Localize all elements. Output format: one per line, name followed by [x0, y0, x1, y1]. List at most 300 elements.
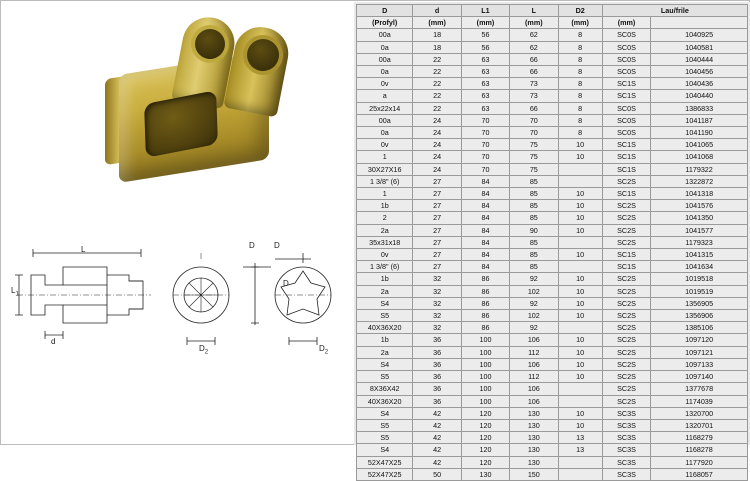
table-cell: SC2S: [602, 322, 650, 334]
table-cell: 8: [558, 90, 602, 102]
table-cell: SC2S: [602, 371, 650, 383]
table-cell: SC1S: [602, 139, 650, 151]
table-cell: 40X36X20: [357, 322, 413, 334]
table-cell: SC2S: [602, 395, 650, 407]
table-cell: 27: [413, 188, 461, 200]
table-cell: 70: [461, 127, 509, 139]
table-cell: 66: [510, 66, 558, 78]
table-row: [357, 236, 748, 248]
table-cell: 112: [510, 346, 558, 358]
table-cell: SC2S: [602, 236, 650, 248]
subheader-cell: (Profyl): [357, 17, 413, 29]
table-cell: 130: [510, 419, 558, 431]
table-cell: 86: [461, 310, 509, 322]
table-cell: 10: [558, 310, 602, 322]
table-row: [357, 127, 748, 139]
table-cell: 22: [413, 53, 461, 65]
table-row: [357, 395, 748, 407]
table-cell: 27: [413, 224, 461, 236]
table-cell: 32: [413, 273, 461, 285]
label-d: d: [51, 337, 56, 346]
table-cell: 120: [461, 419, 509, 431]
table-cell: 24: [413, 127, 461, 139]
table-cell: 52X47X25: [357, 456, 413, 468]
subheader-cell: (mm): [510, 17, 558, 29]
table-cell: 63: [461, 90, 509, 102]
table-cell: 1040456: [651, 66, 748, 78]
table-cell: 1356906: [651, 310, 748, 322]
table-cell: 10: [558, 358, 602, 370]
table-cell: SC0S: [602, 127, 650, 139]
table-cell: S4: [357, 297, 413, 309]
table-row: [357, 261, 748, 273]
table-cell: SC2S: [602, 212, 650, 224]
table-cell: 10: [558, 212, 602, 224]
table-cell: 27: [413, 200, 461, 212]
illustration-panel: [1, 1, 353, 444]
table-cell: SC0S: [602, 102, 650, 114]
table-row: [357, 371, 748, 383]
table-row: [357, 346, 748, 358]
table-cell: SC0S: [602, 41, 650, 53]
table-cell: 8: [558, 102, 602, 114]
table-cell: SC2S: [602, 346, 650, 358]
table-cell: 36: [413, 383, 461, 395]
table-cell: SC1S: [602, 188, 650, 200]
table-cell: 85: [510, 188, 558, 200]
table-cell: 8: [558, 41, 602, 53]
table-cell: 22: [413, 78, 461, 90]
table-cell: 32: [413, 285, 461, 297]
table-cell: 120: [461, 456, 509, 468]
table-cell: 0a: [357, 127, 413, 139]
table-cell: 84: [461, 175, 509, 187]
table-cell: S4: [357, 358, 413, 370]
table-cell: 1040436: [651, 78, 748, 90]
table-cell: 63: [461, 102, 509, 114]
table-cell: 8: [558, 114, 602, 126]
table-cell: 84: [461, 236, 509, 248]
table-cell: 1: [357, 151, 413, 163]
table-cell: SC3S: [602, 468, 650, 480]
table-cell: 2a: [357, 346, 413, 358]
table-cell: 10: [558, 249, 602, 261]
technical-drawings: [11, 223, 341, 353]
table-cell: 2a: [357, 224, 413, 236]
table-cell: SC2S: [602, 175, 650, 187]
table-cell: 52X47X25: [357, 468, 413, 480]
table-cell: 100: [461, 383, 509, 395]
table-cell: SC0S: [602, 29, 650, 41]
table-cell: 86: [461, 297, 509, 309]
table-row: [357, 41, 748, 53]
table-cell: a: [357, 90, 413, 102]
table-cell: SC3S: [602, 419, 650, 431]
label-L1: $L_1$: [11, 286, 19, 298]
table-row: [357, 53, 748, 65]
table-subheader-row: [357, 17, 748, 29]
specification-table: [356, 4, 748, 481]
table-cell: 24: [413, 139, 461, 151]
table-cell: 8: [558, 29, 602, 41]
table-cell: SC3S: [602, 407, 650, 419]
table-row: [357, 175, 748, 187]
table-cell: 1040925: [651, 29, 748, 41]
table-cell: 10: [558, 371, 602, 383]
table-cell: SC3S: [602, 432, 650, 444]
table-cell: 50: [413, 468, 461, 480]
table-cell: 24: [413, 151, 461, 163]
table-cell: 1041187: [651, 114, 748, 126]
table-cell: 13: [558, 432, 602, 444]
table-row: [357, 29, 748, 41]
table-cell: 120: [461, 432, 509, 444]
table-cell: 18: [413, 41, 461, 53]
table-cell: 84: [461, 261, 509, 273]
header-cell: d: [413, 5, 461, 17]
table-row: [357, 456, 748, 468]
table-cell: 32: [413, 322, 461, 334]
table-cell: SC0S: [602, 66, 650, 78]
table-cell: 1097133: [651, 358, 748, 370]
table-cell: 32: [413, 310, 461, 322]
table-cell: 1356905: [651, 297, 748, 309]
table-cell: 86: [461, 273, 509, 285]
table-cell: 106: [510, 334, 558, 346]
table-cell: 100: [461, 334, 509, 346]
table-cell: 102: [510, 310, 558, 322]
table-cell: 86: [461, 322, 509, 334]
table-cell: 13: [558, 444, 602, 456]
table-row: [357, 273, 748, 285]
table-cell: 18: [413, 29, 461, 41]
table-cell: 92: [510, 322, 558, 334]
table-cell: 70: [461, 139, 509, 151]
table-cell: [558, 175, 602, 187]
table-cell: 27: [413, 249, 461, 261]
table-cell: 120: [461, 407, 509, 419]
table-cell: 70: [510, 127, 558, 139]
table-cell: 130: [510, 407, 558, 419]
table-header-row: [357, 5, 748, 17]
table-cell: 27: [413, 236, 461, 248]
header-cell: D: [357, 5, 413, 17]
table-cell: 36: [413, 395, 461, 407]
table-cell: 130: [510, 456, 558, 468]
table-cell: 1320701: [651, 419, 748, 431]
table-row: [357, 249, 748, 261]
table-cell: 70: [510, 114, 558, 126]
specification-table-panel: [354, 2, 750, 479]
table-cell: 130: [461, 468, 509, 480]
subheader-cell-empty: [651, 17, 748, 29]
table-cell: SC1S: [602, 261, 650, 273]
table-cell: 92: [510, 273, 558, 285]
table-cell: 70: [461, 151, 509, 163]
table-cell: 1386833: [651, 102, 748, 114]
table-cell: 10: [558, 151, 602, 163]
table-cell: SC0S: [602, 114, 650, 126]
table-row: [357, 90, 748, 102]
table-cell: 00a: [357, 29, 413, 41]
table-cell: [558, 468, 602, 480]
table-cell: 30X27X16: [357, 163, 413, 175]
table-cell: 42: [413, 444, 461, 456]
table-row: [357, 102, 748, 114]
table-cell: 1b: [357, 273, 413, 285]
table-cell: SC1S: [602, 249, 650, 261]
table-cell: 1320700: [651, 407, 748, 419]
header-cell: D2: [558, 5, 602, 17]
table-cell: 73: [510, 90, 558, 102]
table-cell: 24: [413, 114, 461, 126]
table-cell: 1041190: [651, 127, 748, 139]
table-cell: 1177920: [651, 456, 748, 468]
table-row: [357, 358, 748, 370]
table-cell: 1174039: [651, 395, 748, 407]
table-cell: 102: [510, 285, 558, 297]
table-cell: 40X36X20: [357, 395, 413, 407]
table-cell: 32: [413, 297, 461, 309]
table-cell: SC2S: [602, 334, 650, 346]
table-cell: 75: [510, 139, 558, 151]
table-cell: SC2S: [602, 273, 650, 285]
table-cell: 1179322: [651, 163, 748, 175]
table-cell: 10: [558, 334, 602, 346]
yoke-photo: [9, 5, 339, 215]
table-row: [357, 383, 748, 395]
table-cell: 1385106: [651, 322, 748, 334]
table-row: [357, 285, 748, 297]
table-cell: 1b: [357, 200, 413, 212]
table-cell: 90: [510, 224, 558, 236]
table-cell: 1019519: [651, 285, 748, 297]
table-cell: 1041315: [651, 249, 748, 261]
table-cell: 1b: [357, 334, 413, 346]
table-cell: 42: [413, 407, 461, 419]
table-cell: 10: [558, 224, 602, 236]
table-cell: 10: [558, 419, 602, 431]
table-cell: 35x31x18: [357, 236, 413, 248]
subheader-cell: (mm): [413, 17, 461, 29]
table-cell: 42: [413, 432, 461, 444]
table-row: [357, 432, 748, 444]
table-cell: SC1S: [602, 78, 650, 90]
table-cell: 112: [510, 371, 558, 383]
table-cell: 00a: [357, 53, 413, 65]
table-cell: 0a: [357, 41, 413, 53]
table-cell: 1 3/8" (6): [357, 261, 413, 273]
table-cell: 10: [558, 346, 602, 358]
table-cell: 22: [413, 66, 461, 78]
table-row: [357, 322, 748, 334]
table-cell: 73: [510, 78, 558, 90]
table-cell: 84: [461, 212, 509, 224]
label-D2-middle: $D_2$: [199, 344, 209, 356]
table-row: [357, 297, 748, 309]
table-cell: 8: [558, 53, 602, 65]
table-cell: 106: [510, 383, 558, 395]
table-cell: 10: [558, 200, 602, 212]
table-cell: 85: [510, 249, 558, 261]
table-cell: 92: [510, 297, 558, 309]
table-cell: 36: [413, 334, 461, 346]
table-cell: SC1S: [602, 151, 650, 163]
table-cell: 56: [461, 41, 509, 53]
table-cell: 42: [413, 456, 461, 468]
label-D-right: D: [274, 241, 280, 250]
table-cell: 00a: [357, 114, 413, 126]
table-cell: S5: [357, 419, 413, 431]
table-cell: 1041350: [651, 212, 748, 224]
table-cell: 85: [510, 236, 558, 248]
header-cell: L: [510, 5, 558, 17]
table-cell: 70: [461, 114, 509, 126]
table-row: [357, 163, 748, 175]
table-cell: S4: [357, 407, 413, 419]
table-cell: 84: [461, 224, 509, 236]
header-cell: Lau/frile: [602, 5, 747, 17]
table-cell: 84: [461, 249, 509, 261]
table-cell: 2: [357, 212, 413, 224]
table-cell: 1019518: [651, 273, 748, 285]
table-cell: S4: [357, 444, 413, 456]
table-row: [357, 224, 748, 236]
header-cell: L1: [461, 5, 509, 17]
table-row: [357, 66, 748, 78]
table-cell: 100: [461, 395, 509, 407]
table-cell: SC3S: [602, 456, 650, 468]
table-row: [357, 310, 748, 322]
table-cell: 36: [413, 371, 461, 383]
table-cell: 42: [413, 419, 461, 431]
table-cell: 1179323: [651, 236, 748, 248]
table-cell: 62: [510, 29, 558, 41]
table-cell: 25x22x14: [357, 102, 413, 114]
table-cell: S5: [357, 371, 413, 383]
table-row: [357, 334, 748, 346]
table-cell: 100: [461, 358, 509, 370]
table-cell: [558, 261, 602, 273]
table-cell: [558, 322, 602, 334]
subheader-cell: (mm): [602, 17, 650, 29]
table-cell: 10: [558, 407, 602, 419]
label-D-inner-middle: D: [283, 279, 289, 288]
label-D2-right: $D_2$: [319, 344, 329, 356]
table-cell: 66: [510, 53, 558, 65]
table-cell: SC2S: [602, 383, 650, 395]
table-cell: 85: [510, 261, 558, 273]
table-row: [357, 139, 748, 151]
table-row: [357, 114, 748, 126]
table-cell: 66: [510, 102, 558, 114]
table-cell: SC2S: [602, 297, 650, 309]
table-cell: SC2S: [602, 358, 650, 370]
table-row: [357, 200, 748, 212]
subheader-cell: (mm): [558, 17, 602, 29]
table-cell: 10: [558, 139, 602, 151]
table-cell: SC2S: [602, 285, 650, 297]
table-cell: 22: [413, 102, 461, 114]
table-cell: 130: [510, 432, 558, 444]
label-L: L: [81, 245, 86, 254]
table-row: [357, 407, 748, 419]
table-cell: 106: [510, 358, 558, 370]
table-cell: SC0S: [602, 53, 650, 65]
table-cell: 36: [413, 346, 461, 358]
table-cell: 1168278: [651, 444, 748, 456]
table-row: [357, 78, 748, 90]
table-cell: 63: [461, 78, 509, 90]
table-cell: 10: [558, 285, 602, 297]
table-row: [357, 444, 748, 456]
table-cell: 2a: [357, 285, 413, 297]
table-cell: 100: [461, 346, 509, 358]
table-cell: 1097140: [651, 371, 748, 383]
table-cell: 120: [461, 444, 509, 456]
table-cell: 10: [558, 188, 602, 200]
table-cell: 1168057: [651, 468, 748, 480]
table-cell: 8: [558, 78, 602, 90]
table-row: [357, 188, 748, 200]
table-cell: 84: [461, 200, 509, 212]
table-cell: 1040440: [651, 90, 748, 102]
table-cell: 8X36X42: [357, 383, 413, 395]
table-cell: [558, 236, 602, 248]
table-cell: [558, 456, 602, 468]
table-row: [357, 151, 748, 163]
table-cell: 27: [413, 212, 461, 224]
table-cell: 27: [413, 175, 461, 187]
table-row: [357, 468, 748, 480]
table-cell: SC3S: [602, 444, 650, 456]
table-cell: 1041634: [651, 261, 748, 273]
table-cell: 70: [461, 163, 509, 175]
table-cell: 1041577: [651, 224, 748, 236]
table-cell: 22: [413, 90, 461, 102]
subheader-cell: (mm): [461, 17, 509, 29]
table-cell: 62: [510, 41, 558, 53]
table-cell: 1097121: [651, 346, 748, 358]
table-cell: 75: [510, 163, 558, 175]
table-cell: 27: [413, 261, 461, 273]
table-cell: 1041576: [651, 200, 748, 212]
table-cell: 0v: [357, 139, 413, 151]
table-cell: 85: [510, 200, 558, 212]
table-cell: 1040444: [651, 53, 748, 65]
table-cell: SC1S: [602, 163, 650, 175]
table-cell: [558, 163, 602, 175]
table-cell: 1040581: [651, 41, 748, 53]
table-cell: 1168279: [651, 432, 748, 444]
table-cell: S5: [357, 310, 413, 322]
table-cell: 106: [510, 395, 558, 407]
table-cell: 8: [558, 66, 602, 78]
table-cell: 56: [461, 29, 509, 41]
table-cell: 130: [510, 444, 558, 456]
table-cell: 10: [558, 297, 602, 309]
label-D-middle: D: [249, 241, 255, 250]
table-cell: 75: [510, 151, 558, 163]
table-cell: 1: [357, 188, 413, 200]
table-cell: 10: [558, 273, 602, 285]
table-cell: SC1S: [602, 90, 650, 102]
table-cell: S5: [357, 432, 413, 444]
table-cell: 63: [461, 53, 509, 65]
table-cell: 0v: [357, 249, 413, 261]
table-cell: 1 3/8" (6): [357, 175, 413, 187]
table-cell: 86: [461, 285, 509, 297]
